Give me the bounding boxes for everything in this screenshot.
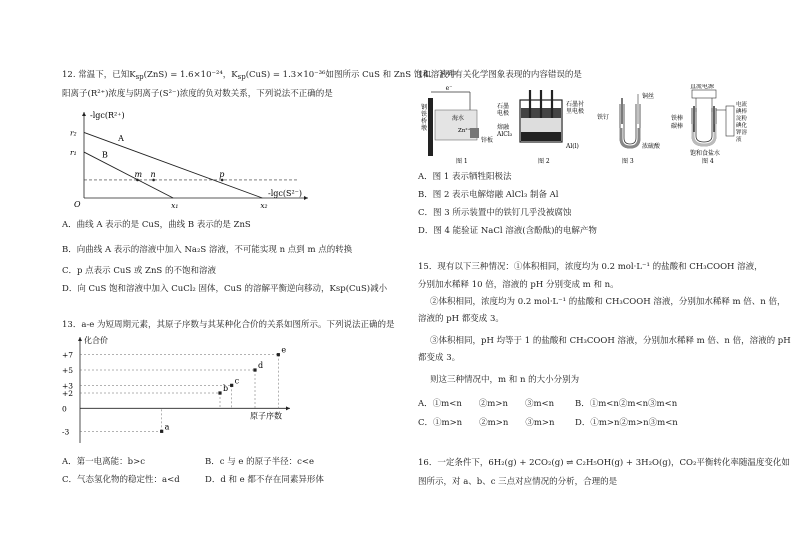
fig1-caption: 图 1: [456, 158, 468, 165]
chart1-x-arrow: [304, 196, 308, 200]
q13-option-c: C．气态氢化物的稳定性：a<d: [62, 475, 180, 485]
chart1-y-tick-1: r₁: [70, 148, 77, 158]
q14-figure-2: [492, 84, 592, 166]
fig3-copper-wire-label: 铜丝: [642, 93, 655, 100]
q15-stem-line2: 分别加水稀释 10 倍，溶液的 pH 分别变成 m 和 n。: [418, 280, 619, 290]
chart2-y-label: 化合价: [84, 336, 108, 345]
q14-stem: 14．下列有关化学图象表现的内容错误的是: [418, 70, 582, 80]
chart1-point-p: [221, 179, 224, 182]
chart1-point-m: [136, 179, 139, 182]
chart1-point-n: [152, 179, 155, 182]
fig2-caption: 图 2: [538, 158, 550, 165]
fig4-label-1: 电流: [736, 102, 748, 108]
chart2-point-label-a: a: [164, 422, 170, 432]
q13-option-d: D．d 和 e 都不存在同素异形体: [205, 475, 324, 485]
q15-question: 则这三种情况中，m 和 n 的大小分别为: [430, 375, 580, 385]
fig4-label-3: 淀粉: [736, 116, 748, 122]
chart2-x-label: 原子序数: [250, 411, 282, 421]
q16-stem-line1: 16．一定条件下，6H₂(g) + 2CO₂(g) ⇌ C₂H₅OH(g) + 3H₂O(g)，CO₂平衡转化率随温度变化如: [418, 458, 790, 468]
q13-option-b: B．c 与 e 的原子半径：c<e: [205, 457, 315, 467]
q12-option-c: C．p 点表示 CuS 或 ZnS 的不饱和溶液: [62, 266, 216, 276]
chart2-y-tick-5: -3: [62, 427, 70, 437]
fig4-label-2: 碘棒: [736, 109, 748, 115]
fig2-al-layer: [521, 132, 561, 141]
q16-stem-line2: 图所示，对 a、b、c 三点对应情况的分析，合理的是: [418, 477, 618, 487]
fig4-label-5: 钾溶: [736, 130, 748, 136]
q15-stem-line1: 15．现有以下三种情况：①体积相同，浓度均为 0.2 mol·L⁻¹ 的盐酸和 CH₃COOH 溶液，: [418, 262, 763, 272]
fig3-caption: 图 3: [622, 158, 634, 165]
fig4-caption: 图 4: [702, 158, 714, 165]
chart1-point-label-m: m: [134, 169, 143, 179]
chart1-x-tick-0: x₁: [171, 201, 179, 210]
chart1-y-arrow: [82, 112, 86, 116]
q12-stem-tail: 如图所示 CuS 和 ZnS 饱和溶液中: [325, 70, 457, 80]
chart1-curve-label-A: A: [118, 134, 124, 144]
fig4-power-label: 直流电源: [690, 84, 715, 90]
chart2-point-a: [160, 430, 163, 433]
chart1-curve-B: [84, 152, 173, 198]
fig1-zn-ion-label: Zn²⁺: [458, 128, 471, 134]
chart2-point-e: [277, 353, 280, 356]
chart1-curve-A: [84, 132, 262, 198]
fig3-acid-label: 浓硫酸: [642, 143, 661, 150]
chart2-point-d: [253, 368, 256, 371]
chart2-x-arrow: [286, 406, 290, 410]
q12-option-d: D．向 CuS 饱和溶液中加入 CuCl₂ 固体，CuS 的溶解平衡逆向移动，Ksp(CuS)减小: [62, 284, 388, 294]
fig4-label-4: 碘化: [736, 123, 748, 129]
fig2-label-4: AlCl₃: [497, 131, 513, 138]
chart2-point-label-e: e: [281, 345, 287, 355]
chart2-y-arrow: [78, 337, 82, 341]
q15-option-b: B．①m<n②m<n③m<n: [575, 399, 678, 409]
fig1-steel-pier: [428, 98, 433, 156]
fig4-power-supply: [692, 90, 716, 98]
chart2-y-tick-1: +5: [62, 366, 74, 375]
chart2-point-b: [218, 391, 221, 394]
chart2-y-tick-2: +3: [62, 381, 74, 391]
fig4-label-6: 液: [736, 137, 742, 143]
q15-option-d: D．①m>n②m>n③m<n: [575, 418, 678, 428]
q14-figure-3: [594, 84, 674, 166]
q12-stem-line1: 12. 常温下，已知$K_{sp}(ZnS) = 1.6\times 10^{-24}$，$K_{sp}(CuS) = 1.3\times 10^{-36}$如图所示 CuS 和 ZnS 饱和溶液中: [62, 70, 457, 81]
chart1-y-label: -lgc(R²⁺): [90, 111, 125, 120]
chart1-x-label: -lgc(S²⁻): [268, 189, 303, 198]
q14-option-b: B．图 2 表示电解熔融 AlCl₃ 制备 Al: [418, 190, 559, 200]
fig1-label-3: 桥: [421, 118, 428, 125]
chart1-point-label-n: n: [150, 169, 156, 179]
q15-case2-line2: 溶液的 pH 都变成 3。: [418, 314, 504, 324]
chart1-curve-label-B: B: [102, 150, 108, 160]
fig2-label-2: 电极: [497, 110, 510, 117]
q15-option-a: A．①m<n ②m>n ③m<n: [418, 399, 555, 409]
chart1-y-tick-0: r₂: [70, 128, 77, 138]
q14-option-d: D．图 4 能验证 NaCl 溶液(含酚酞)的电解产物: [418, 226, 597, 236]
q13-chart: [62, 333, 312, 448]
fig2-al-label: Al(l): [566, 143, 579, 150]
q15-case3-line2: 都变成 3。: [418, 353, 461, 363]
fig2-label-1: 石墨: [497, 103, 510, 110]
fig4-ki-tube: [726, 106, 734, 136]
fig2-melt: [521, 118, 561, 132]
q12-stem-line2: 阳离子(R²⁺)浓度与阴离子(S²⁻)浓度的负对数关系，下列说法不正确的是: [62, 89, 333, 99]
q12-stem-start: 12. 常温下，已知K: [62, 70, 136, 80]
chart2-point-label-b: b: [223, 384, 229, 393]
chart2-y-tick-0: +7: [62, 350, 74, 360]
fig1-label-4: 墩: [421, 125, 428, 132]
fig4-brine-label: 饱和食盐水: [690, 150, 721, 157]
q12-option-b: B．向曲线 A 表示的溶液中加入 Na₂S 溶液，不可能实现 n 点到 m 点的转换: [62, 245, 353, 255]
q12-ksp-cus: (CuS) = 1.3×10⁻³⁶: [245, 70, 326, 80]
chart1-origin-label: O: [74, 200, 81, 209]
chart2-point-label-d: d: [258, 361, 264, 370]
chart2-point-c: [230, 384, 233, 387]
fig1-seawater-label: 海水: [452, 115, 465, 122]
q15-case3-line1: ③体积相同，pH 均等于 1 的盐酸和 CH₃COOH 溶液，分别加水稀释 m 倍、n 倍，溶液的 pH: [430, 336, 791, 346]
fig3-iron-nail-label: 铁钉: [597, 114, 610, 121]
fig1-zinc-plate: [470, 128, 479, 138]
q14-option-c: C．图 3 所示装置中的铁钉几乎没被腐蚀: [418, 208, 572, 218]
fig4-carbon-rod-label: 碳棒: [671, 123, 684, 130]
q12-option-a: A．曲线 A 表示的是 CuS，曲线 B 表示的是 ZnS: [62, 220, 251, 230]
q12-ksp-zns: (ZnS) = 1.6×10⁻²⁴，K: [143, 70, 238, 80]
chart2-y-tick-4: 0: [62, 404, 67, 414]
fig1-label-1: 钢: [421, 104, 428, 111]
q12-chart: [62, 108, 332, 210]
chart2-point-label-c: c: [234, 376, 240, 386]
chart1-x-tick-1: x₂: [260, 201, 268, 210]
q13-option-a: A．第一电离能：b>c: [62, 457, 145, 467]
fig1-electron-label: e⁻: [445, 85, 453, 92]
fig2-right-label-1: 石墨衬: [566, 101, 585, 108]
q13-stem: 13．a-e 为短周期元素，其原子序数与其某种化合价的关系如图所示。下列说法正确的是: [62, 320, 395, 330]
fig2-right-label-2: 里电极: [566, 108, 585, 115]
q14-figure-4: [668, 84, 768, 166]
fig1-label-2: 铁: [421, 111, 428, 118]
fig1-zinc-plate-label: 锌板: [481, 137, 494, 144]
chart1-point-label-p: p: [219, 169, 225, 179]
q15-case2-line1: ②体积相同，浓度均为 0.2 mol·L⁻¹ 的盐酸和 CH₃COOH 溶液，分别加水稀释 m 倍、n 倍，: [430, 297, 786, 307]
q14-option-a: A．图 1 表示牺牲阳极法: [418, 172, 512, 182]
q15-option-c: C．①m>n ②m>n ③m>n: [418, 418, 555, 428]
fig4-iron-rod-label: 铁棒: [671, 115, 684, 122]
fig2-label-3: 熔融: [497, 124, 510, 131]
chart2-y-tick-3: +2: [62, 389, 74, 398]
